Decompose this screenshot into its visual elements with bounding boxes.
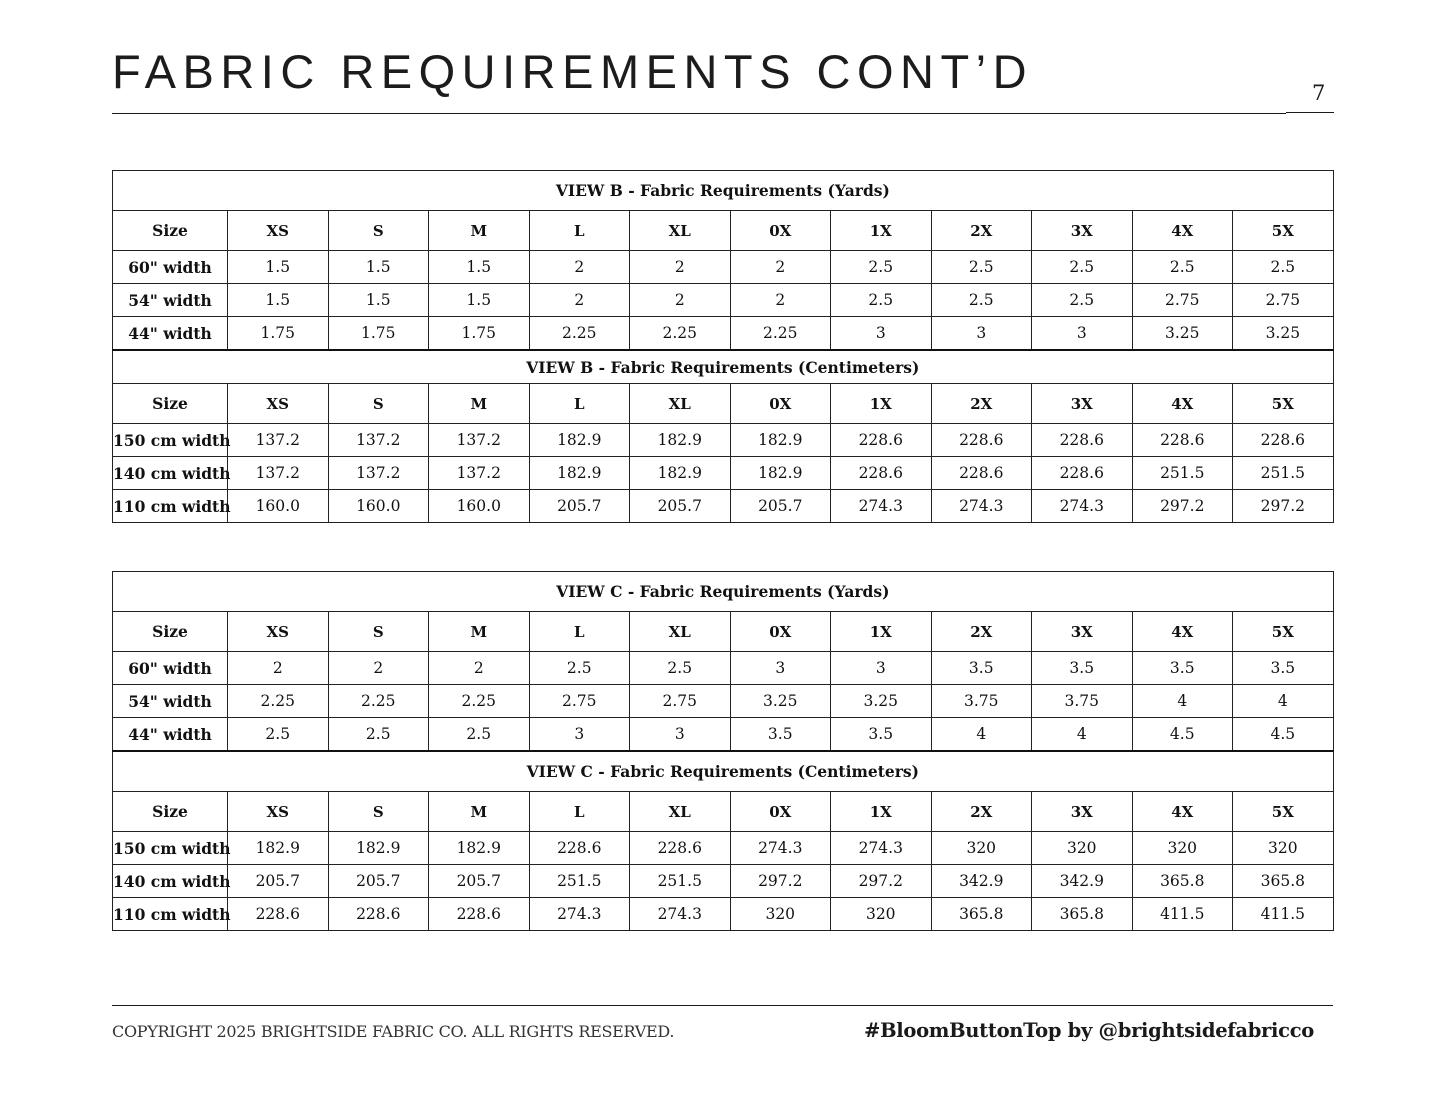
- size-header-cell: 4X: [1132, 792, 1233, 832]
- requirement-cell: 137.2: [429, 457, 530, 490]
- requirement-cell: 251.5: [630, 865, 731, 898]
- table-row: [113, 652, 1334, 685]
- view-c-yards-section: [113, 572, 1334, 752]
- requirement-cell: 182.9: [730, 424, 831, 457]
- table-row: [113, 457, 1334, 490]
- requirement-cell: 160.0: [228, 490, 329, 523]
- view-c-requirements-table: [112, 571, 1334, 931]
- requirement-cell: 411.5: [1233, 898, 1334, 931]
- requirement-cell: 228.6: [529, 832, 630, 865]
- fabric-width-label: 60" width: [113, 251, 228, 284]
- requirement-cell: 228.6: [1032, 457, 1133, 490]
- size-header-cell: XS: [228, 384, 329, 424]
- requirement-cell: 3: [630, 718, 731, 752]
- size-header-cell: 0X: [730, 211, 831, 251]
- requirement-cell: 3.75: [931, 685, 1032, 718]
- size-header-cell: XS: [228, 792, 329, 832]
- requirement-cell: 320: [1032, 832, 1133, 865]
- requirement-cell: 182.9: [429, 832, 530, 865]
- table-row: [113, 424, 1334, 457]
- table-row: [113, 865, 1334, 898]
- requirement-cell: 2: [328, 652, 429, 685]
- table-row: [113, 718, 1334, 752]
- size-header-cell: S: [328, 612, 429, 652]
- requirement-cell: 205.7: [328, 865, 429, 898]
- requirement-cell: 274.3: [831, 490, 932, 523]
- table-row: [113, 317, 1334, 351]
- requirement-cell: 3: [931, 317, 1032, 351]
- requirement-cell: 2.75: [1132, 284, 1233, 317]
- requirement-cell: 2.5: [931, 251, 1032, 284]
- requirement-cell: 251.5: [1233, 457, 1334, 490]
- requirement-cell: 228.6: [429, 898, 530, 931]
- requirement-cell: 2.5: [630, 652, 731, 685]
- size-header-cell: L: [529, 792, 630, 832]
- requirement-cell: 2: [228, 652, 329, 685]
- requirement-cell: 274.3: [831, 832, 932, 865]
- size-header-cell: S: [328, 211, 429, 251]
- requirement-cell: 2.75: [1233, 284, 1334, 317]
- requirement-cell: 1.5: [429, 284, 530, 317]
- requirement-cell: 2.5: [429, 718, 530, 752]
- requirement-cell: 228.6: [1233, 424, 1334, 457]
- size-header-cell: XL: [630, 612, 731, 652]
- requirement-cell: 2: [529, 284, 630, 317]
- size-header-cell: 2X: [931, 792, 1032, 832]
- size-header-cell: XL: [630, 384, 731, 424]
- requirement-cell: 2.75: [630, 685, 731, 718]
- requirement-cell: 1.75: [429, 317, 530, 351]
- requirement-cell: 2.5: [529, 652, 630, 685]
- requirement-cell: 4: [1032, 718, 1133, 752]
- requirement-cell: 342.9: [931, 865, 1032, 898]
- requirement-cell: 2.5: [328, 718, 429, 752]
- requirement-cell: 3: [529, 718, 630, 752]
- requirement-cell: 2: [730, 284, 831, 317]
- requirement-cell: 1.5: [429, 251, 530, 284]
- requirement-cell: 2: [730, 251, 831, 284]
- requirement-cell: 2.5: [1032, 284, 1133, 317]
- requirement-cell: 274.3: [730, 832, 831, 865]
- requirement-cell: 3.5: [831, 718, 932, 752]
- requirement-cell: 4: [1233, 685, 1334, 718]
- requirement-cell: 274.3: [630, 898, 731, 931]
- requirement-cell: 274.3: [529, 898, 630, 931]
- size-header-cell: 4X: [1132, 612, 1233, 652]
- size-column-header: Size: [113, 612, 228, 652]
- requirement-cell: 251.5: [1132, 457, 1233, 490]
- requirement-cell: 4.5: [1233, 718, 1334, 752]
- requirement-cell: 137.2: [228, 424, 329, 457]
- size-header-cell: 5X: [1233, 384, 1334, 424]
- requirement-cell: 2.25: [328, 685, 429, 718]
- requirement-cell: 342.9: [1032, 865, 1133, 898]
- size-column-header: Size: [113, 211, 228, 251]
- fabric-width-label: 110 cm width: [113, 898, 228, 931]
- table-row: [113, 284, 1334, 317]
- table-row: [113, 251, 1334, 284]
- fabric-width-label: 60" width: [113, 652, 228, 685]
- requirement-cell: 3.25: [1132, 317, 1233, 351]
- requirement-cell: 274.3: [1032, 490, 1133, 523]
- size-header-cell: XS: [228, 211, 329, 251]
- size-header-cell: 0X: [730, 792, 831, 832]
- requirement-cell: 3.5: [931, 652, 1032, 685]
- size-header-row: [113, 384, 1334, 424]
- view-b-centimeters-section: [113, 350, 1334, 523]
- requirement-cell: 228.6: [630, 832, 731, 865]
- requirement-cell: 3: [831, 652, 932, 685]
- requirement-cell: 2.5: [831, 251, 932, 284]
- size-header-cell: 2X: [931, 612, 1032, 652]
- title-divider: [112, 113, 1286, 114]
- table-row: [113, 832, 1334, 865]
- requirement-cell: 2.25: [228, 685, 329, 718]
- requirement-cell: 182.9: [630, 424, 731, 457]
- table-heading-row: [113, 572, 1334, 612]
- requirement-cell: 320: [1233, 832, 1334, 865]
- fabric-width-label: 44" width: [113, 317, 228, 351]
- requirement-cell: 3.5: [1233, 652, 1334, 685]
- size-header-cell: 5X: [1233, 211, 1334, 251]
- requirement-cell: 2.5: [831, 284, 932, 317]
- page-title: FABRIC REQUIREMENTS CONT’D: [112, 45, 1034, 98]
- requirement-cell: 3.75: [1032, 685, 1133, 718]
- size-header-cell: 3X: [1032, 612, 1133, 652]
- table-heading-row: [113, 171, 1334, 211]
- requirement-cell: 205.7: [529, 490, 630, 523]
- table-row: [113, 490, 1334, 523]
- size-header-cell: 4X: [1132, 384, 1233, 424]
- size-header-cell: XS: [228, 612, 329, 652]
- size-header-cell: M: [429, 211, 530, 251]
- size-header-cell: 1X: [831, 612, 932, 652]
- requirement-cell: 3.5: [1132, 652, 1233, 685]
- requirement-cell: 205.7: [228, 865, 329, 898]
- requirement-cell: 1.75: [228, 317, 329, 351]
- requirement-cell: 3.5: [730, 718, 831, 752]
- requirement-cell: 3: [831, 317, 932, 351]
- requirement-cell: 297.2: [1233, 490, 1334, 523]
- requirement-cell: 228.6: [831, 424, 932, 457]
- page-number-underline: [1286, 112, 1334, 113]
- requirement-cell: 182.9: [529, 424, 630, 457]
- view-b-yards-section: [113, 171, 1334, 351]
- table-row: [113, 898, 1334, 931]
- requirement-cell: 160.0: [429, 490, 530, 523]
- requirement-cell: 2.25: [730, 317, 831, 351]
- requirement-cell: 274.3: [931, 490, 1032, 523]
- requirement-cell: 182.9: [630, 457, 731, 490]
- size-header-cell: L: [529, 211, 630, 251]
- requirement-cell: 182.9: [529, 457, 630, 490]
- table-heading: VIEW B - Fabric Requirements (Yards): [113, 171, 1334, 211]
- requirement-cell: 2.5: [931, 284, 1032, 317]
- view-c-centimeters-section: [113, 751, 1334, 931]
- requirement-cell: 2: [529, 251, 630, 284]
- requirement-cell: 2.25: [630, 317, 731, 351]
- size-header-cell: M: [429, 612, 530, 652]
- requirement-cell: 320: [730, 898, 831, 931]
- requirement-cell: 320: [1132, 832, 1233, 865]
- requirement-cell: 411.5: [1132, 898, 1233, 931]
- hashtag-credit: #BloomButtonTop by @brightsidefabricco: [864, 1019, 1314, 1042]
- size-header-cell: 0X: [730, 384, 831, 424]
- size-header-cell: S: [328, 792, 429, 832]
- requirement-cell: 228.6: [931, 457, 1032, 490]
- table-heading-row: [113, 350, 1334, 384]
- requirement-cell: 228.6: [1132, 424, 1233, 457]
- table-heading: VIEW C - Fabric Requirements (Centimeters): [113, 751, 1334, 792]
- requirement-cell: 2.25: [429, 685, 530, 718]
- size-header-cell: XL: [630, 792, 731, 832]
- footer-divider: [112, 1005, 1333, 1006]
- requirement-cell: 160.0: [328, 490, 429, 523]
- size-header-cell: L: [529, 384, 630, 424]
- page-number: 7: [1312, 81, 1326, 105]
- size-header-cell: S: [328, 384, 429, 424]
- size-header-cell: 5X: [1233, 792, 1334, 832]
- requirement-cell: 4.5: [1132, 718, 1233, 752]
- fabric-width-label: 44" width: [113, 718, 228, 752]
- fabric-width-label: 150 cm width: [113, 424, 228, 457]
- size-header-row: [113, 792, 1334, 832]
- size-column-header: Size: [113, 384, 228, 424]
- requirement-cell: 182.9: [328, 832, 429, 865]
- requirement-cell: 205.7: [429, 865, 530, 898]
- fabric-width-label: 140 cm width: [113, 865, 228, 898]
- requirement-cell: 228.6: [831, 457, 932, 490]
- size-header-cell: 0X: [730, 612, 831, 652]
- requirement-cell: 1.5: [328, 251, 429, 284]
- fabric-width-label: 150 cm width: [113, 832, 228, 865]
- size-header-cell: L: [529, 612, 630, 652]
- requirement-cell: 1.75: [328, 317, 429, 351]
- size-header-cell: 2X: [931, 211, 1032, 251]
- size-header-row: [113, 211, 1334, 251]
- requirement-cell: 205.7: [630, 490, 731, 523]
- size-header-cell: M: [429, 384, 530, 424]
- size-header-cell: 5X: [1233, 612, 1334, 652]
- view-b-requirements-table: [112, 170, 1334, 523]
- requirement-cell: 182.9: [228, 832, 329, 865]
- requirement-cell: 365.8: [1233, 865, 1334, 898]
- requirement-cell: 182.9: [730, 457, 831, 490]
- fabric-width-label: 110 cm width: [113, 490, 228, 523]
- requirement-cell: 205.7: [730, 490, 831, 523]
- requirement-cell: 4: [1132, 685, 1233, 718]
- requirement-cell: 2.5: [1233, 251, 1334, 284]
- requirement-cell: 228.6: [931, 424, 1032, 457]
- requirement-cell: 3.5: [1032, 652, 1133, 685]
- size-header-cell: 3X: [1032, 792, 1133, 832]
- requirement-cell: 297.2: [1132, 490, 1233, 523]
- requirement-cell: 2.25: [529, 317, 630, 351]
- fabric-width-label: 140 cm width: [113, 457, 228, 490]
- requirement-cell: 320: [831, 898, 932, 931]
- requirement-cell: 251.5: [529, 865, 630, 898]
- size-header-cell: 1X: [831, 792, 932, 832]
- size-header-cell: 2X: [931, 384, 1032, 424]
- size-header-cell: 1X: [831, 384, 932, 424]
- requirement-cell: 2.5: [228, 718, 329, 752]
- size-header-cell: 4X: [1132, 211, 1233, 251]
- table-heading-row: [113, 751, 1334, 792]
- requirement-cell: 3: [730, 652, 831, 685]
- requirement-cell: 320: [931, 832, 1032, 865]
- fabric-width-label: 54" width: [113, 284, 228, 317]
- requirement-cell: 297.2: [730, 865, 831, 898]
- requirement-cell: 228.6: [328, 898, 429, 931]
- requirement-cell: 365.8: [931, 898, 1032, 931]
- requirement-cell: 137.2: [228, 457, 329, 490]
- table-heading: VIEW B - Fabric Requirements (Centimeters): [113, 350, 1334, 384]
- size-header-cell: 3X: [1032, 211, 1133, 251]
- requirement-cell: 3.25: [1233, 317, 1334, 351]
- requirement-cell: 137.2: [328, 424, 429, 457]
- requirement-cell: 2: [429, 652, 530, 685]
- requirement-cell: 228.6: [1032, 424, 1133, 457]
- size-header-cell: XL: [630, 211, 731, 251]
- size-header-row: [113, 612, 1334, 652]
- requirement-cell: 2.75: [529, 685, 630, 718]
- requirement-cell: 365.8: [1032, 898, 1133, 931]
- requirement-cell: 1.5: [328, 284, 429, 317]
- table-heading: VIEW C - Fabric Requirements (Yards): [113, 572, 1334, 612]
- requirement-cell: 2: [630, 251, 731, 284]
- requirement-cell: 2.5: [1032, 251, 1133, 284]
- requirement-cell: 3: [1032, 317, 1133, 351]
- copyright-notice: COPYRIGHT 2025 BRIGHTSIDE FABRIC CO. ALL RIGHTS RESERVED.: [112, 1022, 675, 1041]
- requirement-cell: 365.8: [1132, 865, 1233, 898]
- requirement-cell: 2.5: [1132, 251, 1233, 284]
- requirement-cell: 1.5: [228, 251, 329, 284]
- requirement-cell: 2: [630, 284, 731, 317]
- requirement-cell: 228.6: [228, 898, 329, 931]
- requirement-cell: 3.25: [831, 685, 932, 718]
- size-header-cell: M: [429, 792, 530, 832]
- table-row: [113, 685, 1334, 718]
- requirement-cell: 137.2: [429, 424, 530, 457]
- requirement-cell: 137.2: [328, 457, 429, 490]
- requirement-cell: 1.5: [228, 284, 329, 317]
- fabric-width-label: 54" width: [113, 685, 228, 718]
- requirement-cell: 297.2: [831, 865, 932, 898]
- size-header-cell: 3X: [1032, 384, 1133, 424]
- requirement-cell: 4: [931, 718, 1032, 752]
- requirement-cell: 3.25: [730, 685, 831, 718]
- size-column-header: Size: [113, 792, 228, 832]
- size-header-cell: 1X: [831, 211, 932, 251]
